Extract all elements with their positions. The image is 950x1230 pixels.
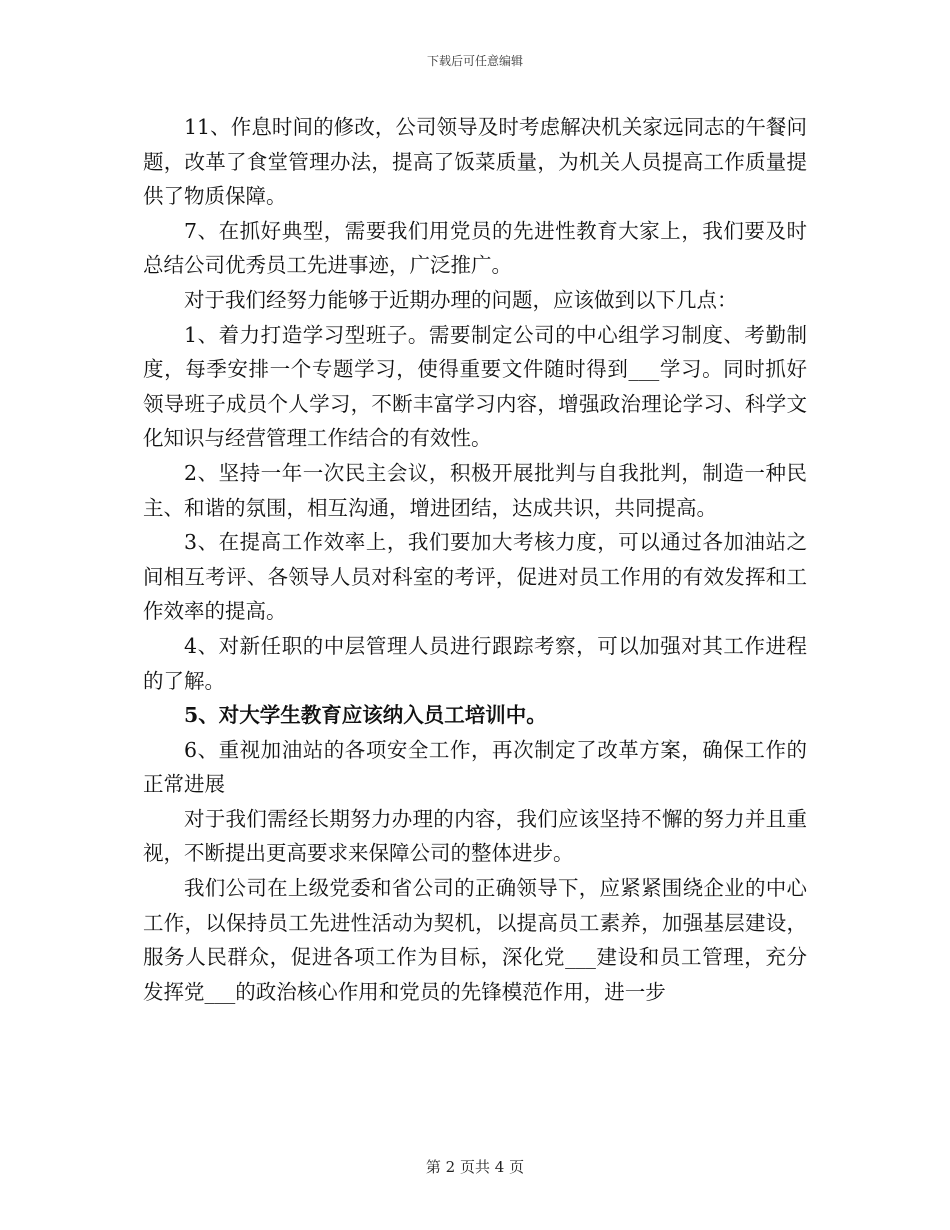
paragraph-2: 7、在抓好典型，需要我们用党员的先进性教育大家上，我们要及时总结公司优秀员工先进事迹，广泛推广。 xyxy=(143,218,807,278)
page-header: 下载后可任意编辑 xyxy=(426,54,523,68)
paragraph-9: 6、重视加油站的各项安全工作，再次制定了改革方案，确保工作的正常进展 xyxy=(143,737,807,797)
paragraph-6: 3、在提高工作效率上，我们要加大考核力度，可以通过各加油站之间相互考评、各领导人员对科室的考评，促进对员工作用的有效发挥和工作效率的提高。 xyxy=(143,530,807,624)
paragraph-11: 我们公司在上级党委和省公司的正确领导下，应紧紧围绕企业的中心工作，以保持员工先进性活动为契机，以提高员工素养，加强基层建设，服务人民群众，促进各项工作为目标，深化党___建设和员工管理，充分发挥党___的政治核心作用和党员的先锋模范作用，进一步 xyxy=(143,876,807,1004)
paragraph-8-bold: 5、对大学生教育应该纳入员工培训中。 xyxy=(184,703,547,728)
document-body xyxy=(143,110,807,1009)
paragraph-3: 对于我们经努力能够于近期办理的问题，应该做到以下几点： xyxy=(184,287,738,312)
paragraph-10: 对于我们需经长期努力办理的内容，我们应该坚持不懈的努力并且重视，不断提出更高要求来保障公司的整体进步。 xyxy=(143,806,807,866)
page-footer: 第 2 页共 4 页 xyxy=(425,1158,525,1176)
paragraph-7: 4、对新任职的中层管理人员进行跟踪考察，可以加强对其工作进程的了解。 xyxy=(143,633,807,693)
paragraph-5: 2、坚持一年一次民主会议，积极开展批判与自我批判，制造一种民主、和谐的氛围，相互沟通，增进团结，达成共识，共同提高。 xyxy=(143,460,807,520)
paragraph-4: 1、着力打造学习型班子。需要制定公司的中心组学习制度、考勤制度，每季安排一个专题学习，使得重要文件随时得到___学习。同时抓好领导班子成员个人学习，不断丰富学习内容，增强政治理论学习、科学文化知识与经营管理工作结合的有效性。 xyxy=(143,322,807,451)
paragraph-1: 11、作息时间的修改，公司领导及时考虑解决机关家远同志的午餐问题，改革了食堂管理办法，提高了饭菜质量，为机关人员提高工作质量提供了物质保障。 xyxy=(143,115,807,209)
